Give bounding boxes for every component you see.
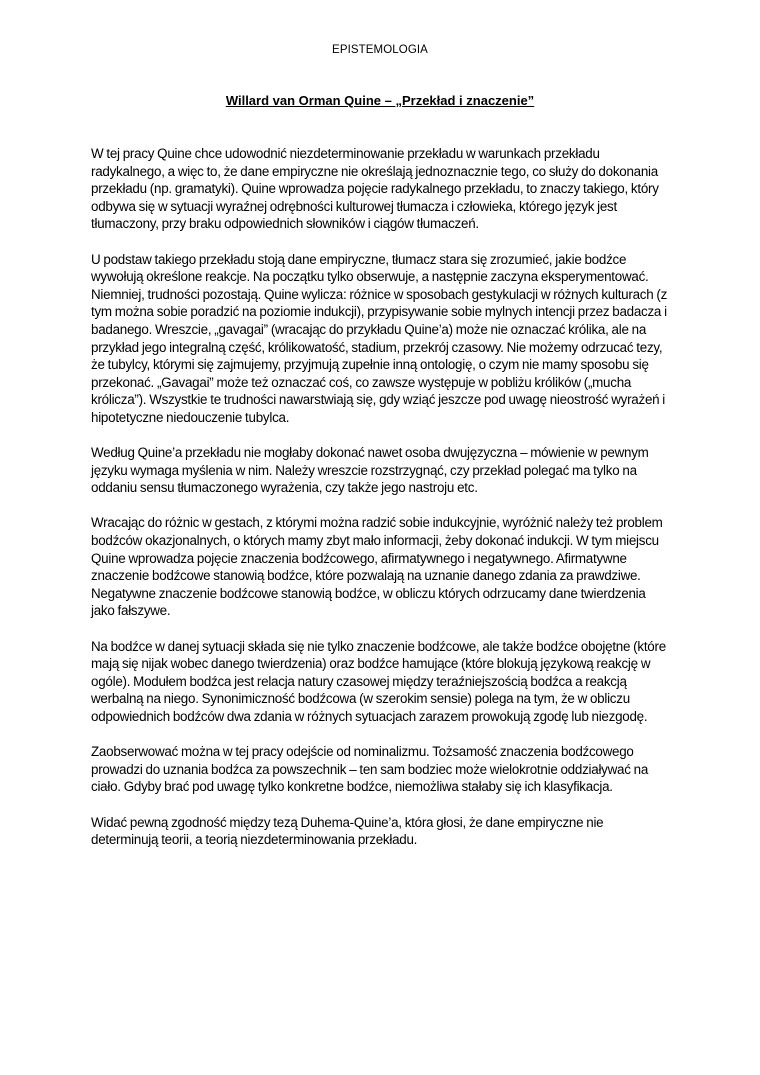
- paragraph: W tej pracy Quine chce udowodnić niezdeterminowanie przekładu w warunkach przekładu radykalnego, a więc to, że dane empiryczne nie określają jednoznacznie tego, co służy do dokonania przekładu (np. gramatyki). Quine wprowadza pojęcie radykalnego przekładu, to znaczy takiego, który odbywa się w sytuacji wyraźnej odrębności kulturowej tłumacza i człowieka, którego język jest tłumaczony, przy braku odpowiednich słowników i ciągów tłumaczeń.: [91, 146, 659, 232]
- document-title: Willard van Orman Quine – „Przekład i znaczenie”: [225, 93, 535, 108]
- paragraph: Wracając do różnic w gestach, z którymi można radzić sobie indukcyjnie, wyróżnić należy też problem bodźców okazjonalnych, o których mamy zbyt mało informacji, żeby dokonać indukcji. W tym miejscu Quine wprowadza pojęcie znaczenia bodźcowego, afirmatywnego i negatywnego. Afirmatywne znaczenie bodźcowe stanowią bodźce, które pozwalają na uznanie danego zdania za prawdziwe. Negatywne znaczenie bodźcowe stanowią bodźce, w obliczu których odrzucamy dane twierdzenia jako fałszywe.: [91, 515, 663, 619]
- document-body: [91, 145, 671, 866]
- paragraph: Według Quine’a przekładu nie mogłaby dokonać nawet osoba dwujęzyczna – mówienie w pewnym języku wymaga myślenia w nim. Należy wreszcie rozstrzygnąć, czy przekład polegać ma tylko na oddaniu sensu tłumaczonego wyrażenia, czy także jego nastroju etc.: [91, 445, 649, 496]
- page-header: EPISTEMOLOGIA: [332, 44, 428, 56]
- paragraph: Na bodźce w danej sytuacji składa się nie tylko znaczenie bodźcowe, ale także bodźce obojętne (które mają się nijak wobec danego twierdzenia) oraz bodźce hamujące (które blokują językową reakcję w ogóle). Modułem bodźca jest relacja natury czasowej między teraźniejszością bodźca a reakcją werbalną na niego. Synonimiczność bodźcowa (w szerokim sensie) polega na tym, że w obliczu odpowiednich bodźców dwa zdania w różnych sytuacjach zarazem prowokują zgodę lub niezgodę.: [91, 638, 666, 724]
- paragraph: Zaobserwować można w tej pracy odejście od nominalizmu. Tożsamość znaczenia bodźcowego prowadzi do uznania bodźca za powszechnik – ten sam bodziec może wielokrotnie oddziaływać na ciało. Gdyby brać pod uwagę tylko konkretne bodźce, niemożliwa stałaby się ich klasyfikacja.: [91, 744, 649, 795]
- paragraph: U podstaw takiego przekładu stoją dane empiryczne, tłumacz stara się zrozumieć, jakie bodźce wywołują określone reakcje. Na początku tylko obserwuje, a następnie zaczyna eksperymentować. Niemniej, trudności pozostają. Quine wylicza: różnice w sposobach gestykulacji w różnych kulturach (z tym można sobie poradzić na poziomie indukcji), przypisywanie sobie mylnych intencji przez badacza i badanego. Wreszcie, „gavagai” (wracając do przykładu Quine’a) może nie oznaczać królika, ale na przykład jego integralną część, królikowatość, stadium, przekrój czasowy. Nie możemy odrzucać tezy, że tubylcy, którymi się zajmujemy, przyjmują zupełnie inną ontologię, o czym nie mamy sposobu się przekonać. „Gavagai” może też oznaczać coś, co zawsze występuje w pobliżu królików („mucha królicza”). Wszystkie te trudności nawarstwiają się, gdy wziąć jeszcze pod uwagę nieostrość wyrażeń i hipotetyczne niedouczenie tubylca.: [91, 251, 668, 425]
- paragraph: Widać pewną zgodność między tezą Duhema-Quine’a, która głosi, że dane empiryczne nie determinują teorii, a teorią niezdeterminowania przekładu.: [91, 814, 604, 848]
